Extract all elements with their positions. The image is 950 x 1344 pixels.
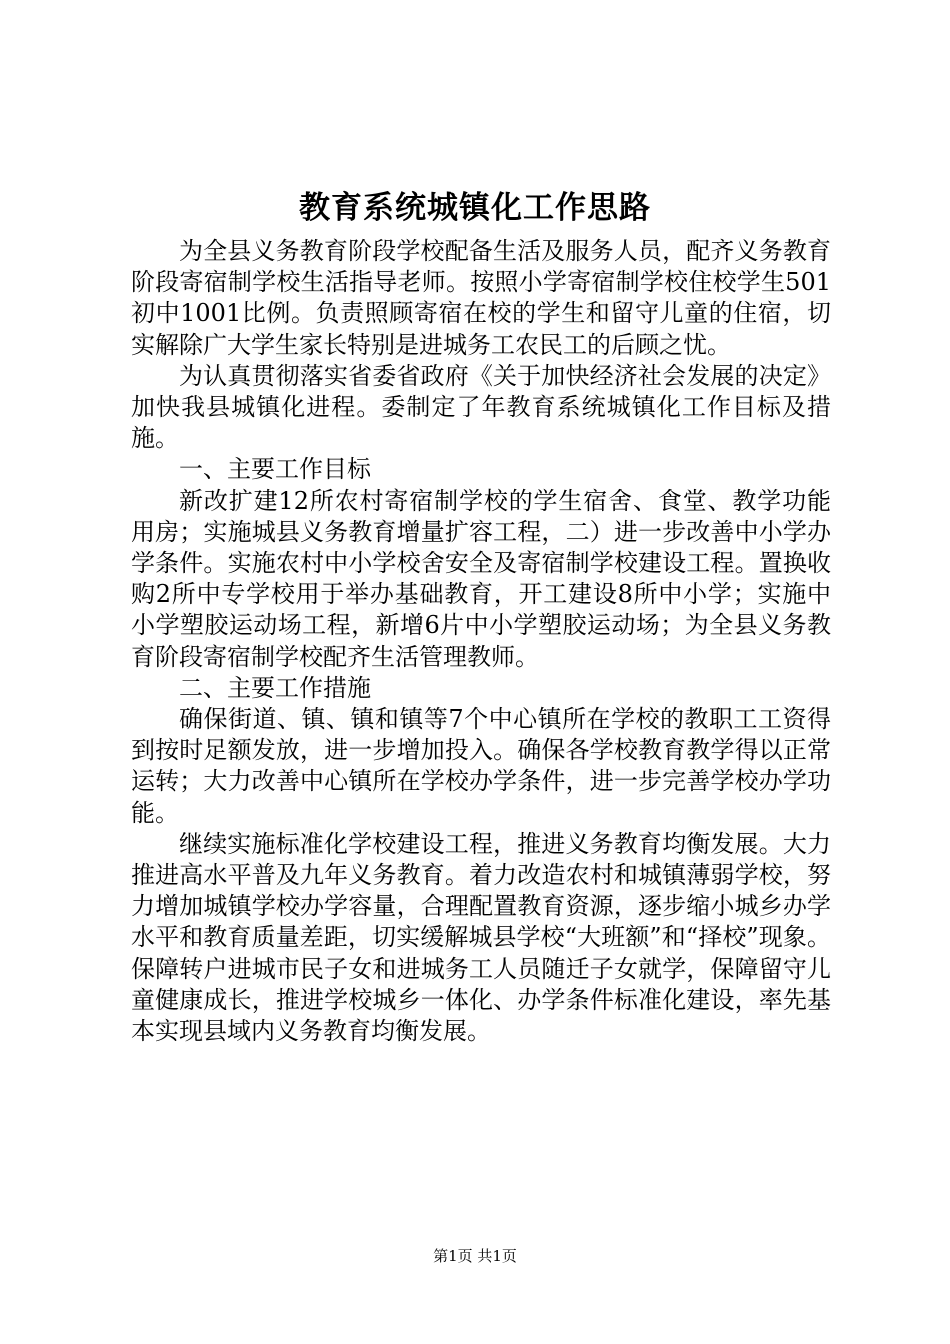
- document-body: [131, 236, 831, 1047]
- section-heading-goals: 一、主要工作目标: [179, 455, 371, 484]
- paragraph-intro: 为认真贯彻落实省委省政府《关于加快经济社会发展的决定》加快我县城镇化进程。委制定了年教育系统城镇化工作目标及措施。: [131, 361, 831, 453]
- paragraph-staffing: 为全县义务教育阶段学校配备生活及服务人员，配齐义务教育阶段寄宿制学校生活指导老师。按照小学寄宿制学校住校学生501初中1001比例。负责照顾寄宿在校的学生和留守儿童的住宿，切实解除广大学生家长特别是进城务工农民工的后顾之忧。: [131, 237, 831, 359]
- paragraph-measures-standardization: 继续实施标准化学校建设工程，推进义务教育均衡发展。大力推进高水平普及九年义务教育。着力改造农村和城镇薄弱学校，努力增加城镇学校办学容量，合理配置教育资源，逐步缩小城乡办学水平和教育质量差距，切实缓解城县学校“大班额”和“择校”现象。保障转户进城市民子女和进城务工人员随迁子女就学，保障留守儿童健康成长，推进学校城乡一体化、办学条件标准化建设，率先基本实现县域内义务教育均衡发展。: [131, 829, 831, 1046]
- document-title: 教育系统城镇化工作思路: [299, 190, 651, 226]
- paragraph-goals: 新改扩建12所农村寄宿制学校的学生宿舍、食堂、教学功能用房；实施城县义务教育增量扩容工程，二）进一步改善中小学办学条件。实施农村中小学校舍安全及寄宿制学校建设工程。置换收购2所中专学校用于举办基础教育，开工建设8所中小学；实施中小学塑胶运动场工程，新增6片中小学塑胶运动场；为全县义务教育阶段寄宿制学校配齐生活管理教师。: [131, 486, 831, 671]
- paragraph-measures-salary: 确保街道、镇、镇和镇等7个中心镇所在学校的教职工工资得到按时足额发放，进一步增加投入。确保各学校教育教学得以正常运转；大力改善中心镇所在学校办学条件，进一步完善学校办学功能。: [131, 705, 831, 827]
- page-footer: 第1页 共1页: [433, 1247, 517, 1265]
- section-heading-measures: 二、主要工作措施: [179, 673, 371, 702]
